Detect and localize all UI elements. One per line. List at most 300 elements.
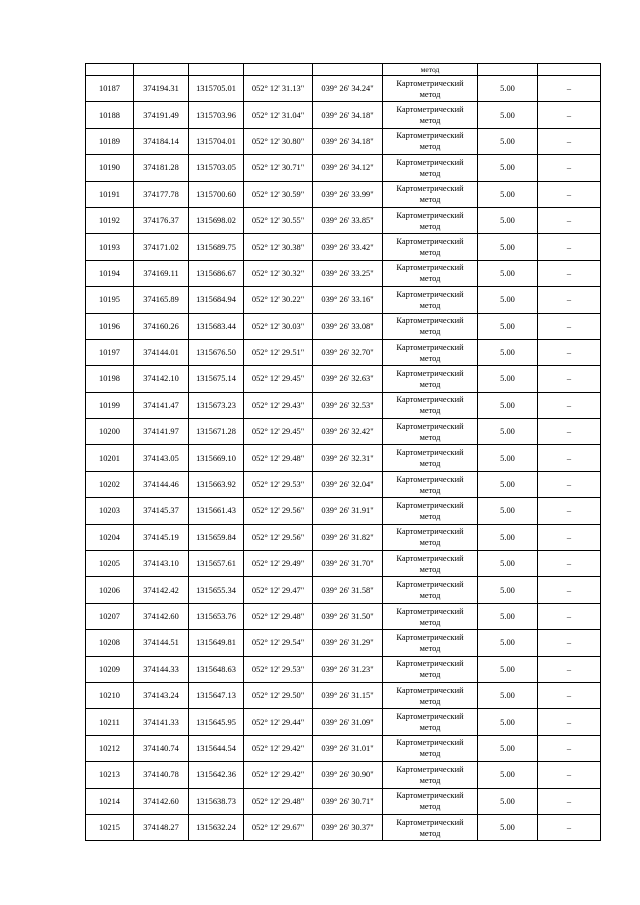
cell-y-coordinate: 1315661.43 — [189, 498, 244, 524]
cell-note: – — [538, 735, 601, 761]
method-line-2: метод — [419, 670, 441, 680]
table-row — [86, 735, 601, 761]
table-row — [86, 419, 601, 445]
continuation-row — [86, 64, 601, 76]
method-line-2: метод — [419, 221, 441, 231]
cell-latitude: 052° 12' 30.71" — [244, 155, 313, 181]
cell-latitude: 052° 12' 29.50" — [244, 682, 313, 708]
cell-note: – — [538, 207, 601, 233]
cell-method — [383, 630, 478, 656]
cell-method — [383, 181, 478, 207]
cell-y-coordinate: 1315676.50 — [189, 339, 244, 365]
cell-accuracy: 5.00 — [478, 287, 538, 313]
table-row — [86, 207, 601, 233]
cell-empty — [86, 64, 134, 76]
method-line-1: Картометрический — [396, 263, 464, 273]
cell-note: – — [538, 682, 601, 708]
cell-latitude: 052° 12' 29.49" — [244, 551, 313, 577]
method-line-1: Картометрический — [396, 184, 464, 194]
cell-note: – — [538, 577, 601, 603]
cell-point-number: 10215 — [86, 814, 134, 840]
cell-x-coordinate: 374171.02 — [134, 234, 189, 260]
cell-method — [383, 445, 478, 471]
cell-point-number: 10195 — [86, 287, 134, 313]
table-row — [86, 551, 601, 577]
method-line-1: Картометрический — [396, 553, 464, 563]
table-row — [86, 788, 601, 814]
cell-accuracy: 5.00 — [478, 471, 538, 497]
cell-accuracy: 5.00 — [478, 392, 538, 418]
table-row — [86, 814, 601, 840]
method-line-2: метод — [419, 617, 441, 627]
cell-accuracy: 5.00 — [478, 76, 538, 102]
method-line-2: метод — [419, 379, 441, 389]
table-body — [86, 64, 601, 841]
cell-note: – — [538, 445, 601, 471]
cell-method — [383, 762, 478, 788]
cell-method — [383, 551, 478, 577]
cell-note: – — [538, 102, 601, 128]
cell-longitude: 039° 26' 31.01" — [313, 735, 383, 761]
cell-point-number: 10212 — [86, 735, 134, 761]
cell-x-coordinate: 374165.89 — [134, 287, 189, 313]
cell-longitude: 039° 26' 34.18" — [313, 102, 383, 128]
cell-note: – — [538, 234, 601, 260]
method-line-2: метод — [419, 248, 441, 258]
cell-y-coordinate: 1315705.01 — [189, 76, 244, 102]
cell-accuracy: 5.00 — [478, 524, 538, 550]
method-line-2: метод — [419, 168, 441, 178]
cell-accuracy: 5.00 — [478, 735, 538, 761]
cell-x-coordinate: 374143.24 — [134, 682, 189, 708]
cell-point-number: 10198 — [86, 366, 134, 392]
cell-empty — [313, 64, 383, 76]
cell-method — [383, 814, 478, 840]
method-line-1: Картометрический — [396, 712, 464, 722]
cell-x-coordinate: 374141.33 — [134, 709, 189, 735]
cell-point-number: 10207 — [86, 603, 134, 629]
cell-x-coordinate: 374169.11 — [134, 260, 189, 286]
cell-latitude: 052° 12' 29.45" — [244, 366, 313, 392]
cell-method — [383, 603, 478, 629]
table-row — [86, 682, 601, 708]
method-line-1: Картометрический — [396, 738, 464, 748]
cell-note: – — [538, 339, 601, 365]
method-line-1: Картометрический — [396, 791, 464, 801]
cell-x-coordinate: 374177.78 — [134, 181, 189, 207]
cell-x-coordinate: 374142.42 — [134, 577, 189, 603]
cell-latitude: 052° 12' 29.45" — [244, 419, 313, 445]
cell-note: – — [538, 313, 601, 339]
method-line-2: метод — [419, 327, 441, 337]
method-line-2: метод — [419, 591, 441, 601]
cell-accuracy: 5.00 — [478, 788, 538, 814]
method-line-1: Картометрический — [396, 157, 464, 167]
cell-x-coordinate: 374143.10 — [134, 551, 189, 577]
table-row — [86, 630, 601, 656]
cell-longitude: 039° 26' 33.25" — [313, 260, 383, 286]
cell-longitude: 039° 26' 31.23" — [313, 656, 383, 682]
cell-method — [383, 128, 478, 154]
cell-y-coordinate: 1315655.34 — [189, 577, 244, 603]
cell-longitude: 039° 26' 33.16" — [313, 287, 383, 313]
method-line-1: Картометрический — [396, 131, 464, 141]
cell-latitude: 052° 12' 29.51" — [244, 339, 313, 365]
table-row — [86, 762, 601, 788]
cell-method — [383, 234, 478, 260]
cell-latitude: 052° 12' 29.44" — [244, 709, 313, 735]
cell-y-coordinate: 1315683.44 — [189, 313, 244, 339]
method-line-1: Картометрический — [396, 500, 464, 510]
cell-point-number: 10214 — [86, 788, 134, 814]
cell-note: – — [538, 471, 601, 497]
cell-method — [383, 313, 478, 339]
cell-x-coordinate: 374144.51 — [134, 630, 189, 656]
cell-latitude: 052° 12' 30.22" — [244, 287, 313, 313]
cell-point-number: 10213 — [86, 762, 134, 788]
method-line-2: метод — [419, 723, 441, 733]
cell-longitude: 039° 26' 32.53" — [313, 392, 383, 418]
cell-longitude: 039° 26' 30.71" — [313, 788, 383, 814]
method-line-1: Картометрический — [396, 342, 464, 352]
cell-longitude: 039° 26' 30.90" — [313, 762, 383, 788]
cell-y-coordinate: 1315653.76 — [189, 603, 244, 629]
cell-latitude: 052° 12' 29.48" — [244, 445, 313, 471]
method-line-2: метод — [419, 828, 441, 838]
cell-accuracy: 5.00 — [478, 577, 538, 603]
cell-y-coordinate: 1315671.28 — [189, 419, 244, 445]
cell-y-coordinate: 1315638.73 — [189, 788, 244, 814]
method-line-1: Картометрический — [396, 817, 464, 827]
cell-y-coordinate: 1315632.24 — [189, 814, 244, 840]
cell-accuracy: 5.00 — [478, 181, 538, 207]
cell-accuracy: 5.00 — [478, 102, 538, 128]
method-line-2: метод — [419, 459, 441, 469]
cell-note: – — [538, 155, 601, 181]
cell-accuracy: 5.00 — [478, 682, 538, 708]
table-row — [86, 656, 601, 682]
cell-x-coordinate: 374143.05 — [134, 445, 189, 471]
cell-empty — [189, 64, 244, 76]
cell-method — [383, 366, 478, 392]
method-line-1: Картометрический — [396, 210, 464, 220]
cell-point-number: 10209 — [86, 656, 134, 682]
table-row — [86, 366, 601, 392]
method-line-1: Картометрический — [396, 527, 464, 537]
cell-latitude: 052° 12' 29.53" — [244, 471, 313, 497]
method-line-1: Картометрический — [396, 395, 464, 405]
cell-accuracy: 5.00 — [478, 709, 538, 735]
cell-latitude: 052° 12' 29.48" — [244, 603, 313, 629]
table-row — [86, 445, 601, 471]
cell-longitude: 039° 26' 33.85" — [313, 207, 383, 233]
cell-note: – — [538, 498, 601, 524]
method-line-2: метод — [419, 538, 441, 548]
cell-method — [383, 577, 478, 603]
cell-latitude: 052° 12' 30.38" — [244, 234, 313, 260]
cell-accuracy: 5.00 — [478, 445, 538, 471]
cell-x-coordinate: 374148.27 — [134, 814, 189, 840]
cell-accuracy: 5.00 — [478, 419, 538, 445]
cell-latitude: 052° 12' 30.03" — [244, 313, 313, 339]
cell-method — [383, 788, 478, 814]
cell-y-coordinate: 1315689.75 — [189, 234, 244, 260]
table-row — [86, 498, 601, 524]
cell-longitude: 039° 26' 30.37" — [313, 814, 383, 840]
method-line-1: Картометрический — [396, 368, 464, 378]
cell-y-coordinate: 1315686.67 — [189, 260, 244, 286]
cell-x-coordinate: 374160.26 — [134, 313, 189, 339]
cell-note: – — [538, 551, 601, 577]
method-line-1: Картометрический — [396, 289, 464, 299]
method-line-2: метод — [419, 406, 441, 416]
cell-accuracy: 5.00 — [478, 762, 538, 788]
cell-x-coordinate: 374144.01 — [134, 339, 189, 365]
method-line-1: Картометрический — [396, 632, 464, 642]
cell-note: – — [538, 656, 601, 682]
cell-method-continuation: метод — [383, 64, 478, 76]
cell-accuracy: 5.00 — [478, 339, 538, 365]
table-row — [86, 392, 601, 418]
cell-accuracy: 5.00 — [478, 260, 538, 286]
method-line-1: Картометрический — [396, 316, 464, 326]
cell-longitude: 039° 26' 31.70" — [313, 551, 383, 577]
cell-accuracy: 5.00 — [478, 128, 538, 154]
cell-latitude: 052° 12' 31.13" — [244, 76, 313, 102]
method-line-2: метод — [419, 300, 441, 310]
cell-x-coordinate: 374140.74 — [134, 735, 189, 761]
cell-x-coordinate: 374145.19 — [134, 524, 189, 550]
table-row — [86, 128, 601, 154]
table-row — [86, 339, 601, 365]
method-line-2: метод — [419, 511, 441, 521]
cell-latitude: 052° 12' 29.48" — [244, 788, 313, 814]
cell-longitude: 039° 26' 33.08" — [313, 313, 383, 339]
cell-latitude: 052° 12' 30.32" — [244, 260, 313, 286]
cell-point-number: 10192 — [86, 207, 134, 233]
cell-longitude: 039° 26' 31.82" — [313, 524, 383, 550]
cell-y-coordinate: 1315659.84 — [189, 524, 244, 550]
cell-note: – — [538, 524, 601, 550]
method-line-1: Картометрический — [396, 105, 464, 115]
cell-method — [383, 76, 478, 102]
cell-x-coordinate: 374142.60 — [134, 603, 189, 629]
cell-y-coordinate: 1315669.10 — [189, 445, 244, 471]
cell-x-coordinate: 374194.31 — [134, 76, 189, 102]
cell-y-coordinate: 1315703.96 — [189, 102, 244, 128]
cell-method — [383, 735, 478, 761]
method-line-1: Картометрический — [396, 421, 464, 431]
method-line-2: метод — [419, 749, 441, 759]
cell-point-number: 10202 — [86, 471, 134, 497]
cell-point-number: 10196 — [86, 313, 134, 339]
cell-point-number: 10193 — [86, 234, 134, 260]
cell-point-number: 10190 — [86, 155, 134, 181]
method-line-2: метод — [419, 89, 441, 99]
table-row — [86, 260, 601, 286]
method-line-2: метод — [419, 564, 441, 574]
cell-latitude: 052° 12' 29.43" — [244, 392, 313, 418]
cell-point-number: 10197 — [86, 339, 134, 365]
cell-y-coordinate: 1315649.81 — [189, 630, 244, 656]
method-line-1: Картометрический — [396, 78, 464, 88]
cell-point-number: 10201 — [86, 445, 134, 471]
cell-longitude: 039° 26' 31.09" — [313, 709, 383, 735]
method-line-2: метод — [419, 142, 441, 152]
method-line-1: Картометрический — [396, 237, 464, 247]
cell-y-coordinate: 1315648.63 — [189, 656, 244, 682]
method-line-2: метод — [419, 353, 441, 363]
cell-x-coordinate: 374145.37 — [134, 498, 189, 524]
cell-point-number: 10204 — [86, 524, 134, 550]
cell-longitude: 039° 26' 34.18" — [313, 128, 383, 154]
cell-accuracy: 5.00 — [478, 366, 538, 392]
cell-x-coordinate: 374144.33 — [134, 656, 189, 682]
cell-longitude: 039° 26' 33.42" — [313, 234, 383, 260]
method-line-2: метод — [419, 432, 441, 442]
cell-empty — [538, 64, 601, 76]
cell-x-coordinate: 374140.78 — [134, 762, 189, 788]
cell-method — [383, 155, 478, 181]
cell-accuracy: 5.00 — [478, 234, 538, 260]
coordinates-table — [85, 63, 601, 841]
cell-method — [383, 471, 478, 497]
cell-note: – — [538, 419, 601, 445]
cell-method — [383, 260, 478, 286]
cell-note: – — [538, 762, 601, 788]
cell-longitude: 039° 26' 31.50" — [313, 603, 383, 629]
method-line-1: Картометрический — [396, 764, 464, 774]
cell-latitude: 052° 12' 29.42" — [244, 762, 313, 788]
cell-accuracy: 5.00 — [478, 656, 538, 682]
cell-method — [383, 339, 478, 365]
cell-longitude: 039° 26' 34.12" — [313, 155, 383, 181]
method-line-1: Картометрический — [396, 606, 464, 616]
cell-point-number: 10208 — [86, 630, 134, 656]
cell-y-coordinate: 1315703.05 — [189, 155, 244, 181]
method-line-1: Картометрический — [396, 448, 464, 458]
cell-point-number: 10203 — [86, 498, 134, 524]
cell-point-number: 10194 — [86, 260, 134, 286]
method-line-2: метод — [419, 195, 441, 205]
cell-y-coordinate: 1315704.01 — [189, 128, 244, 154]
cell-longitude: 039° 26' 31.15" — [313, 682, 383, 708]
cell-latitude: 052° 12' 29.47" — [244, 577, 313, 603]
table-row — [86, 471, 601, 497]
table-row — [86, 234, 601, 260]
cell-latitude: 052° 12' 31.04" — [244, 102, 313, 128]
cell-latitude: 052° 12' 30.59" — [244, 181, 313, 207]
cell-point-number: 10189 — [86, 128, 134, 154]
cell-y-coordinate: 1315647.13 — [189, 682, 244, 708]
table-row — [86, 181, 601, 207]
method-line-2: метод — [419, 116, 441, 126]
method-line-2: метод — [419, 643, 441, 653]
cell-latitude: 052° 12' 29.53" — [244, 656, 313, 682]
cell-x-coordinate: 374142.10 — [134, 366, 189, 392]
cell-method — [383, 102, 478, 128]
cell-y-coordinate: 1315684.94 — [189, 287, 244, 313]
cell-accuracy: 5.00 — [478, 313, 538, 339]
cell-point-number: 10211 — [86, 709, 134, 735]
cell-note: – — [538, 630, 601, 656]
cell-x-coordinate: 374191.49 — [134, 102, 189, 128]
cell-method — [383, 287, 478, 313]
cell-y-coordinate: 1315675.14 — [189, 366, 244, 392]
cell-note: – — [538, 814, 601, 840]
table-row — [86, 155, 601, 181]
cell-note: – — [538, 128, 601, 154]
cell-note: – — [538, 366, 601, 392]
cell-point-number: 10205 — [86, 551, 134, 577]
cell-method — [383, 656, 478, 682]
cell-longitude: 039° 26' 32.04" — [313, 471, 383, 497]
method-line-2: метод — [419, 802, 441, 812]
cell-point-number: 10206 — [86, 577, 134, 603]
cell-note: – — [538, 76, 601, 102]
cell-y-coordinate: 1315645.95 — [189, 709, 244, 735]
cell-latitude: 052° 12' 30.55" — [244, 207, 313, 233]
cell-accuracy: 5.00 — [478, 551, 538, 577]
table-row — [86, 603, 601, 629]
cell-note: – — [538, 260, 601, 286]
cell-point-number: 10187 — [86, 76, 134, 102]
cell-x-coordinate: 374144.46 — [134, 471, 189, 497]
table-row — [86, 709, 601, 735]
cell-y-coordinate: 1315673.23 — [189, 392, 244, 418]
cell-accuracy: 5.00 — [478, 207, 538, 233]
cell-latitude: 052° 12' 29.56" — [244, 498, 313, 524]
cell-point-number: 10188 — [86, 102, 134, 128]
table-row — [86, 287, 601, 313]
cell-latitude: 052° 12' 29.42" — [244, 735, 313, 761]
cell-accuracy: 5.00 — [478, 155, 538, 181]
cell-y-coordinate: 1315663.92 — [189, 471, 244, 497]
cell-note: – — [538, 287, 601, 313]
method-line-2: метод — [419, 696, 441, 706]
cell-longitude: 039° 26' 32.70" — [313, 339, 383, 365]
cell-longitude: 039° 26' 31.91" — [313, 498, 383, 524]
method-line-2: метод — [419, 274, 441, 284]
table-row — [86, 76, 601, 102]
cell-method — [383, 682, 478, 708]
cell-x-coordinate: 374141.47 — [134, 392, 189, 418]
cell-longitude: 039° 26' 31.58" — [313, 577, 383, 603]
method-line-2: метод — [419, 775, 441, 785]
cell-y-coordinate: 1315644.54 — [189, 735, 244, 761]
cell-method — [383, 207, 478, 233]
table-row — [86, 577, 601, 603]
cell-y-coordinate: 1315657.61 — [189, 551, 244, 577]
method-line-1: Картометрический — [396, 580, 464, 590]
cell-x-coordinate: 374176.37 — [134, 207, 189, 233]
cell-empty — [478, 64, 538, 76]
cell-latitude: 052° 12' 29.56" — [244, 524, 313, 550]
cell-point-number: 10199 — [86, 392, 134, 418]
cell-x-coordinate: 374184.14 — [134, 128, 189, 154]
cell-method — [383, 419, 478, 445]
method-line-1: Картометрический — [396, 474, 464, 484]
cell-longitude: 039° 26' 32.63" — [313, 366, 383, 392]
table-row — [86, 102, 601, 128]
cell-accuracy: 5.00 — [478, 630, 538, 656]
cell-method — [383, 498, 478, 524]
cell-accuracy: 5.00 — [478, 603, 538, 629]
cell-accuracy: 5.00 — [478, 498, 538, 524]
cell-note: – — [538, 788, 601, 814]
cell-y-coordinate: 1315698.02 — [189, 207, 244, 233]
cell-latitude: 052° 12' 29.67" — [244, 814, 313, 840]
